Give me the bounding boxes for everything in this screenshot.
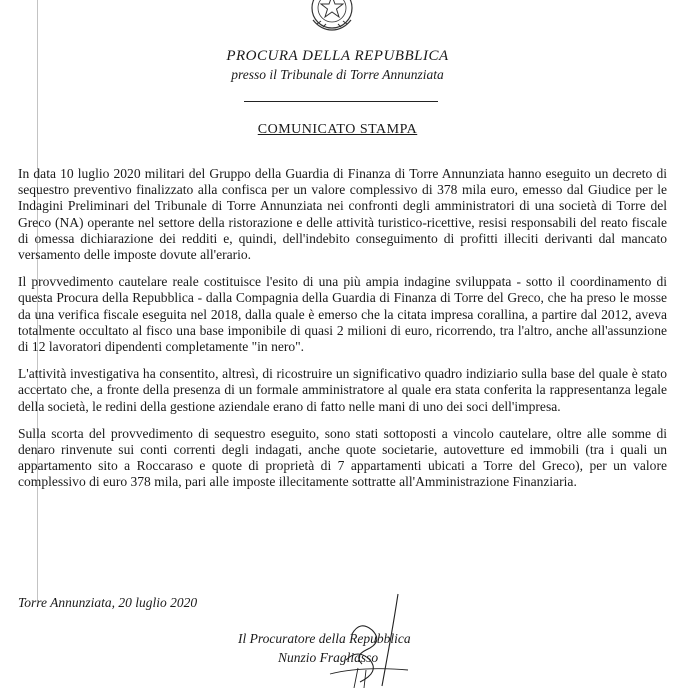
paragraph-1: In data 10 luglio 2020 militari del Gruppo della Guardia di Finanza di Torre Annunziata hanno eseguito un decreto di sequestro preventivo finalizzato alla confisca per un valore complessivo di 378 mila euro, emesso dal Giudice per le Indagini Preliminari del Tribunale di Torre Annunziata nei confronti degli amministratori di una società di Torre del Greco (NA) operante nel settore della ristorazione e delle attività turistico-ricettive, resisi responsabili del reato fiscale di omessa dichiarazione dei redditi e, quindi, dell'indebito conseguimento di profitti illeciti derivanti dal mancato versamento delle imposte dovute all'erario. [18,166,667,263]
office-subtitle: presso il Tribunale di Torre Annunziata [231,67,444,82]
paragraph-2: Il provvedimento cautelare reale costituisce l'esito di una più ampia indagine sviluppata - sotto il coordinamento di questa Procura della Repubblica - dalla Compagnia della Guardia di Finanza di Torre del Greco, che ha preso le mosse da una verifica fiscale eseguita nel 2018, dalla quale è emerso che la citata impresa corallina, a partire dal 2012, aveva totalmente occultato al fisco una base imponibile di quasi 2 milioni di euro, ricorrendo, tra l'altro, anche all'assunzione di 12 lavoratori dipendenti completamente "in nero". [18,274,667,355]
document-body [18,166,667,502]
republic-emblem-icon [303,0,361,34]
place-and-date: Torre Annunziata, 20 luglio 2020 [18,595,198,610]
signatory-role: Il Procuratore della Repubblica [238,631,411,646]
office-name: PROCURA DELLA REPUBBLICA [226,48,449,64]
document-title: COMUNICATO STAMPA [257,122,418,137]
header-divider [244,101,438,102]
paragraph-4: Sulla scorta del provvedimento di sequestro eseguito, sono stati sottoposti a vincolo cautelare, oltre alle somme di denaro rinvenute sui conti correnti degli indagati, anche quote societarie, autovetture ed immobili (tra i quali un appartamento sito a Roccaraso e quote di proprietà di 7 appartamenti ubicati a Torre del Greco), per un valore complessivo di euro 378 mila, pari alle imposte illecitamente sottratte all'Amministrazione Finanziaria. [18,425,667,490]
paragraph-3: L'attività investigativa ha consentito, altresì, di ricostruire un significativo quadro indiziario sulla base del quale è stato accertato che, a fronte della presenza di un formale amministratore al quale era stata conferita la rappresentanza legale della società, le redini della gestione aziendale erano di fatto nelle mani di uno dei soci dell'impresa. [18,366,667,414]
signatory-name: Nunzio Fragliasso [278,650,379,665]
